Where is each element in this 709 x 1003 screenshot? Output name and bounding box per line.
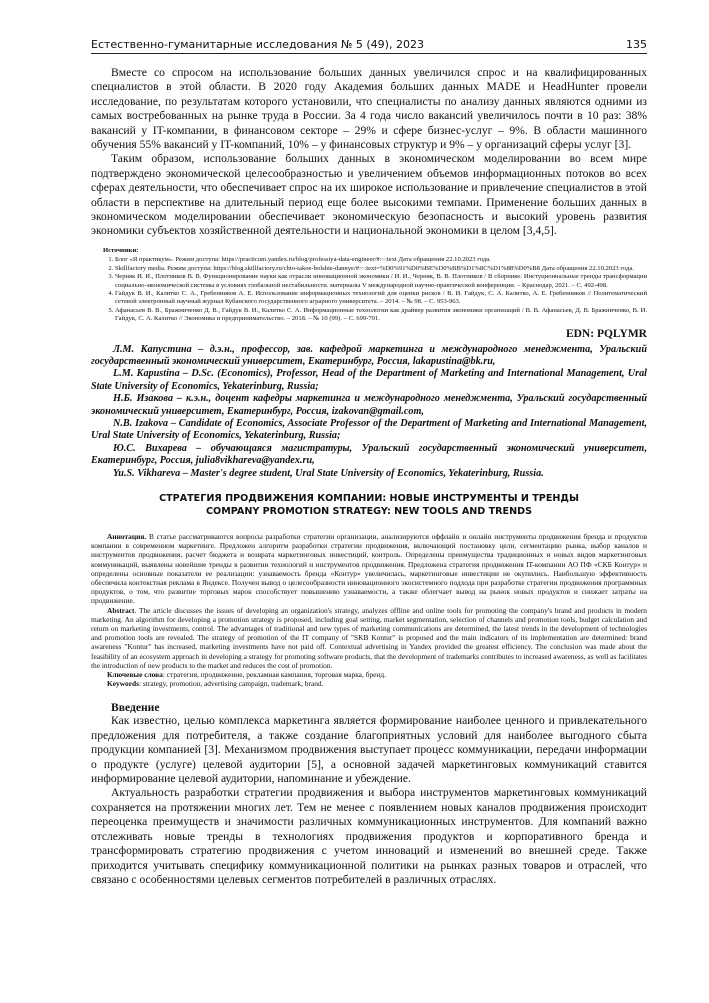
article-title-en: COMPANY PROMOTION STRATEGY: NEW TOOLS AND TRENDS [206,506,532,517]
source-item: 1. Блог «Я практикум». Режим доступа: https://practicum.yandex.ru/blog/professiya-data-engineer/#:~:text Дата обращения 22.10.2023 года. [115,256,647,264]
body-paragraph: Таким образом, использование больших данных в экономическом моделировании во всем мире подтверждено экономической целесообразностью и увеличением объемов информационных потоков во всех сферах деятельности, что обеспечивает спрос на их широкое использование и привлечение специалистов в этой области в перспективе на длительный период еще более высокими темпами. Применение больших данных в экономическом моделировании обеспечивает экономическую безопасность и высокий уровень развития экономики субъектов хозяйственной деятельности и национальной экономики в целом [3,4,5]. [91,152,647,238]
keywords-en [91,679,647,688]
page-number: 135 [626,38,647,51]
abstract-ru [91,532,647,606]
sources-title: Источники: [103,246,139,254]
section-heading: Введение [111,701,160,715]
author-line: Н.Б. Изакова – к.э.н., доцент кафедры маркетинга и международного менеджмента, Уральский государственный экономический университет, Екатеринбург, Россия, izakovan@gmail.com, [91,393,647,417]
author-line: Yu.S. Vikhareva – Master's degree student, Ural State University of Economics, Yekaterinburg, Russia. [113,467,544,479]
keywords-ru-label: Ключевые слова [107,670,163,680]
intro-section [91,714,647,887]
source-item: 4. Гайдук В. И., Калитко С. А., Гребенников А. Е. Использование информационных технологий для оценки рисков / В. И. Гайдук, С. А. Калитко, А. Е. Гребенников // Политематический сетевой электронный научный журнал Кубанского государственного аграрного университета. – 2014. – № 98. – С. 953-963. [115,290,647,307]
abstract-en-text: . The article discusses the issues of developing an organization's strategy, analyzes offline and online tools for promoting the company's brand and products in modern marketing. An algorithm for developing a promotion strategy is proposed, including goal setting, market segmentation, selection of channels and promotion tools, budget calculation and return on marketing investments, control. The advantages of traditional and new types of marketing communications are determined, the latest trends in the development of technologies and promotion tools are revealed. The strategy of promotion of the IT company of "SKB Kontur" is proposed and the main indicators of its implementation are determined: brand awareness "Kontur" has increased, marketing investments have not paid off. Contextual advertising in Yandex provided the greatest efficiency. The conclusion was made about the feasibility of an ecosystem approach in developing a strategy for promoting software products, that the development of trademarks contributes to increased awareness, as well as facilitates the introduction of new products to the market and reduces the cost of promotion. [91,605,647,670]
body-section [91,66,647,239]
body-paragraph: Вместе со спросом на использование больших данных увеличился спрос и на квалифицированных специалистов в этой области. В 2020 году Академия больших данных MADE и HeadHunter провели исследование, по результатам которого установили, что специалисты по анализу данных являются одними из самых востребованных на рынке труда в России. За 4 года число вакансий увеличилось почти в 10 раз: 38% вакансий у IT-компании, в финансовом секторе – 29% и сфере бизнес-услуг – 9%. В области машинного обучения 55% вакансий у IT-компаний, 10% – у финансовых структур и 9% – у организаций сферы услуг [3]. [91,66,647,152]
article-title [91,492,647,518]
keywords-ru-text: : стратегия, продвижение, рекламная кампания, торговая марка, бренд. [162,670,386,680]
abstract-ru-text: В статье рассматриваются вопросы разработки стратегии организации, анализируются оффлайн и онлайн инструменты продвижения бренда и продуктов компании в современном маркетинге. Предложен алгоритм разработки стратегии продвижения, включающий постановку цели, сегментацию рынка, выбор каналов и инструментов продвижения, расчет бюджета и возврата маркетинговых инвестиций, контроль. Определены преимущества традиционных и новых видов маркетинговых коммуникаций, выявлены новейшие тренды в развитии технологий и инструментов продвижения. Предложена стратегия продвижения IT-компании АО ПФ «СКБ Контур» и определены основные показатели ее реализации: узнаваемость бренда «Контур» увеличилась, маркетинговые инвестиции не окупились. Наибольшую эффективность обеспечила контекстная реклама в Яндексе. Получен вывод о целесообразности инновационного экосистемного подхода при разработке стратегии продвижения программных продуктов, о том, что развитие торговых марок способствует повышению узнаваемости, а также облегчает вывод на рынок новых продуктов и снижает затраты на продвижение. [91,532,647,606]
abstract-en [91,606,647,670]
journal-title: Естественно-гуманитарные исследования № 5 (49), 2023 [91,38,424,51]
article-title-ru: СТРАТЕГИЯ ПРОДВИЖЕНИЯ КОМПАНИИ: НОВЫЕ ИНСТРУМЕНТЫ И ТРЕНДЫ [159,493,579,504]
author-line: Ю.С. Вихарева – обучающаяся магистратуры, Уральский государственный экономический университет, Екатеринбург, Россия, julia8vikhareva@yandex.ru, [91,442,647,467]
author-line: L.M. Kapustina – D.Sc. (Economics), Professor, Head of the Department of Marketing and International Management, Ural State University of Economics, Yekaterinburg, Russia; [91,368,647,392]
source-item: 3. Черняк И. И., Плотников В. В. Функционирование науки как отрасли инновационной экономики / И. И., Черняк, В. В. Плотников / В сборнике: Инстуционнальные тренды трансформации социально-экономической системы в условиях глобальной нестабильности. материалы V международной научно-практической конференции. – Краснодар, 2021. – С. 492-498. [115,273,647,290]
author-line: Л.М. Капустина – д.э.н., профессор, зав. кафедрой маркетинга и международного менеджмента, Уральский государственный экономический университет, Екатеринбург, Россия, lakapustina@bk.ru, [91,343,647,367]
edn-code: EDN: PQLYMR [565,327,647,340]
keywords-en-text: : strategy, promotion, advertising campaign, trademark, brand. [139,679,324,689]
intro-paragraph: Актуальность разработки стратегии продвижения и выбора инструментов маркетинговых коммуникаций сохраняется на протяжении многих лет. Тем не менее с появлением новых каналов продвижения происходит переоценка преимуществ и значимости различных коммуникационных инструментов. Для компаний важно отслеживать новые тренды в технологиях продвижения продуктов и корпоративного бренда и трансформировать стратегию продвижения с учетом инноваций и изменений во внешней среде. Также приходится учитывать специфику коммуникационной политики на рынках разных товаров и отраслей, что связано с особенностями целевых сегментов потребителей в различных отраслях. [91,786,647,886]
intro-paragraph: Как известно, целью комплекса маркетинга является формирование наиболее ценного и привлекательного предложения для потребителя, а также создание благоприятных условий для наиболее выгодного сбыта продукции компанией [3]. Механизмом продвижения выступает процесс коммуникации, передачи информации о продукте (услуге) целевой аудитории [5], а основной задачей маркетинговых коммуникаций ставится информирование целевой аудитории, напоминание и убеждение. [91,714,647,786]
abstract-en-label: Abstract [107,605,135,615]
source-item: 5. Афанасьев В. В., Бражниченко Д. В., Гайдук В. И., Калитко С. А. Информационные технологии как драйвер развития экономики организаций / В. В. Афанасьев, Д. В. Бражниченко, В. И. Гайдук, С. А. Калитко // Экономика и предпринимательство. – 2018. – № 10 (99). – С. 699-701. [115,307,647,324]
keywords-en-label: Keywords [107,679,140,689]
keywords-ru [91,670,647,679]
abstract-ru-label: Аннотация. [107,532,147,541]
sources-list [91,247,647,324]
journal-page [91,38,647,887]
author-line: N.B. Izakova – Candidate of Economics, Associate Professor of the Department of Marketing and International Management, Ural State University of Economics, Yekaterinburg, Russia; [91,417,647,442]
source-item: 2. Skillfactory media. Режим доступа: https://blog.skillfactory.ru/chto-takoe-bolshie-dannye/#:~:text=%D0%91%D0%BE%D0%BB%D1%8C%D1%88%D0%B8 Дата обращения 22.10.2023 года. [115,265,647,273]
running-header [91,38,647,54]
abstract-block [91,532,647,688]
authors-block [91,344,647,480]
